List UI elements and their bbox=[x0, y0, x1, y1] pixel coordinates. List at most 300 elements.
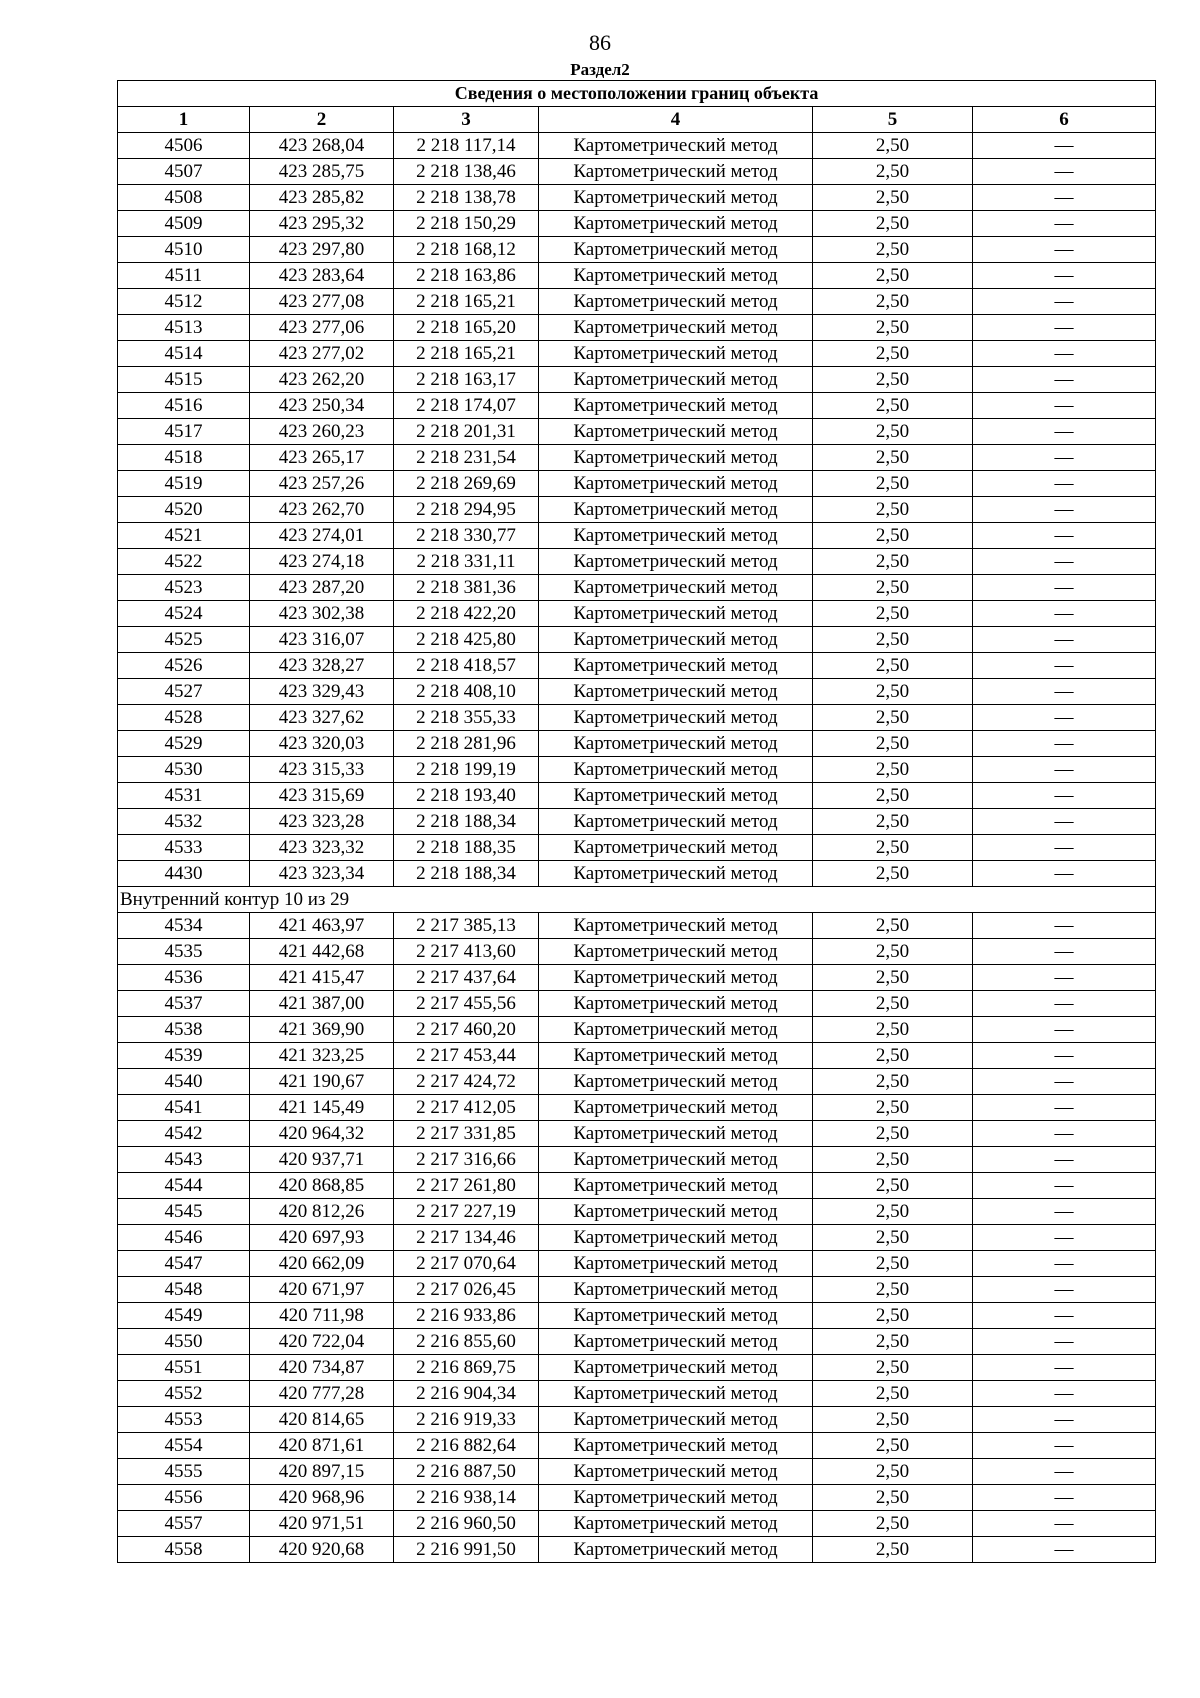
table-cell: 2 218 150,29 bbox=[394, 211, 539, 237]
table-row bbox=[118, 341, 1156, 367]
table-cell: 2 218 163,86 bbox=[394, 263, 539, 289]
table-cell: 2 216 882,64 bbox=[394, 1433, 539, 1459]
table-cell: 423 287,20 bbox=[250, 575, 394, 601]
table-cell: — bbox=[973, 1199, 1156, 1225]
table-cell: — bbox=[973, 731, 1156, 757]
table-cell: Картометрический метод bbox=[539, 211, 813, 237]
table-cell: Картометрический метод bbox=[539, 237, 813, 263]
table-cell: 2,50 bbox=[813, 1043, 973, 1069]
table-row bbox=[118, 1017, 1156, 1043]
table-cell: 2,50 bbox=[813, 1277, 973, 1303]
table-cell: 2,50 bbox=[813, 991, 973, 1017]
table-cell: 4552 bbox=[118, 1381, 250, 1407]
table-cell: 4507 bbox=[118, 159, 250, 185]
table-cell: 2 217 316,66 bbox=[394, 1147, 539, 1173]
table-cell: 2 216 960,50 bbox=[394, 1511, 539, 1537]
table-cell: — bbox=[973, 1043, 1156, 1069]
table-cell: Картометрический метод bbox=[539, 861, 813, 887]
table-row bbox=[118, 1355, 1156, 1381]
table-cell: 2,50 bbox=[813, 965, 973, 991]
table-row bbox=[118, 601, 1156, 627]
table-cell: Картометрический метод bbox=[539, 341, 813, 367]
table-cell: Картометрический метод bbox=[539, 445, 813, 471]
column-header: 6 bbox=[973, 107, 1156, 133]
table-cell: — bbox=[973, 861, 1156, 887]
table-row bbox=[118, 1095, 1156, 1121]
table-cell: 421 145,49 bbox=[250, 1095, 394, 1121]
table-cell: 423 295,32 bbox=[250, 211, 394, 237]
table-cell: 2 218 381,36 bbox=[394, 575, 539, 601]
table-cell: Картометрический метод bbox=[539, 601, 813, 627]
table-cell: Картометрический метод bbox=[539, 1329, 813, 1355]
table-cell: Картометрический метод bbox=[539, 393, 813, 419]
table-row bbox=[118, 1121, 1156, 1147]
table-cell: 2,50 bbox=[813, 1303, 973, 1329]
table-cell: — bbox=[973, 1277, 1156, 1303]
table-cell: 2,50 bbox=[813, 289, 973, 315]
table-cell: — bbox=[973, 1251, 1156, 1277]
table-cell: 423 315,33 bbox=[250, 757, 394, 783]
table-cell: 4534 bbox=[118, 913, 250, 939]
table-cell: Картометрический метод bbox=[539, 549, 813, 575]
table-cell: — bbox=[973, 1095, 1156, 1121]
table-cell: 421 369,90 bbox=[250, 1017, 394, 1043]
table-cell: Картометрический метод bbox=[539, 1303, 813, 1329]
table-cell: 2,50 bbox=[813, 1433, 973, 1459]
table-cell: 2 218 231,54 bbox=[394, 445, 539, 471]
table-row bbox=[118, 393, 1156, 419]
table-cell: 2 216 919,33 bbox=[394, 1407, 539, 1433]
table-cell: — bbox=[973, 341, 1156, 367]
table-cell: 2,50 bbox=[813, 367, 973, 393]
table-cell: 4540 bbox=[118, 1069, 250, 1095]
table-cell: 4514 bbox=[118, 341, 250, 367]
table-cell: 423 285,82 bbox=[250, 185, 394, 211]
table-cell: 420 697,93 bbox=[250, 1225, 394, 1251]
table-cell: 4530 bbox=[118, 757, 250, 783]
table-cell: 4509 bbox=[118, 211, 250, 237]
table-row bbox=[118, 1381, 1156, 1407]
table-cell: — bbox=[973, 1017, 1156, 1043]
table-cell: — bbox=[973, 393, 1156, 419]
column-header: 4 bbox=[539, 107, 813, 133]
table-cell: 4543 bbox=[118, 1147, 250, 1173]
table-cell: 423 277,08 bbox=[250, 289, 394, 315]
table-cell: 4557 bbox=[118, 1511, 250, 1537]
table-cell: Картометрический метод bbox=[539, 1043, 813, 1069]
table-cell: 423 260,23 bbox=[250, 419, 394, 445]
table-cell: 2,50 bbox=[813, 705, 973, 731]
table-cell: 423 315,69 bbox=[250, 783, 394, 809]
table-row bbox=[118, 419, 1156, 445]
table-cell: 4519 bbox=[118, 471, 250, 497]
table-cell: 2 216 887,50 bbox=[394, 1459, 539, 1485]
table-row bbox=[118, 315, 1156, 341]
table-cell: — bbox=[973, 1381, 1156, 1407]
table-title: Сведения о местоположении границ объекта bbox=[118, 81, 1156, 107]
table-row bbox=[118, 549, 1156, 575]
table-row bbox=[118, 1303, 1156, 1329]
table-cell: — bbox=[973, 1485, 1156, 1511]
table-cell: 420 722,04 bbox=[250, 1329, 394, 1355]
table-row bbox=[118, 237, 1156, 263]
table-cell: 2 218 165,21 bbox=[394, 341, 539, 367]
table-cell: 2 217 453,44 bbox=[394, 1043, 539, 1069]
table-cell: 2 218 269,69 bbox=[394, 471, 539, 497]
table-cell: 2,50 bbox=[813, 1095, 973, 1121]
table-cell: Картометрический метод bbox=[539, 705, 813, 731]
table-cell: Картометрический метод bbox=[539, 913, 813, 939]
table-row bbox=[118, 159, 1156, 185]
table-cell: Картометрический метод bbox=[539, 367, 813, 393]
contour-label: Внутренний контур 10 из 29 bbox=[118, 887, 1156, 913]
table-caption-row bbox=[118, 81, 1156, 107]
table-cell: 420 964,32 bbox=[250, 1121, 394, 1147]
table-cell: 4518 bbox=[118, 445, 250, 471]
table-cell: 2,50 bbox=[813, 679, 973, 705]
table-cell: Картометрический метод bbox=[539, 1225, 813, 1251]
table-cell: 4558 bbox=[118, 1537, 250, 1563]
table-cell: 4515 bbox=[118, 367, 250, 393]
table-cell: Картометрический метод bbox=[539, 965, 813, 991]
table-cell: 2 217 331,85 bbox=[394, 1121, 539, 1147]
table-cell: — bbox=[973, 1147, 1156, 1173]
table-cell: 423 329,43 bbox=[250, 679, 394, 705]
table-row bbox=[118, 471, 1156, 497]
table-row bbox=[118, 1433, 1156, 1459]
table-cell: 4538 bbox=[118, 1017, 250, 1043]
table-cell: 4527 bbox=[118, 679, 250, 705]
table-cell: 2 217 385,13 bbox=[394, 913, 539, 939]
table-cell: 2,50 bbox=[813, 939, 973, 965]
table-cell: 2 218 408,10 bbox=[394, 679, 539, 705]
table-cell: 2 218 193,40 bbox=[394, 783, 539, 809]
table-row bbox=[118, 939, 1156, 965]
table-cell: — bbox=[973, 1433, 1156, 1459]
table-cell: 2 218 138,78 bbox=[394, 185, 539, 211]
table-cell: 2 218 165,20 bbox=[394, 315, 539, 341]
table-cell: — bbox=[973, 445, 1156, 471]
table-cell: 2 218 188,34 bbox=[394, 861, 539, 887]
table-cell: 2 217 261,80 bbox=[394, 1173, 539, 1199]
table-row bbox=[118, 627, 1156, 653]
table-cell: 423 268,04 bbox=[250, 133, 394, 159]
table-cell: 2,50 bbox=[813, 653, 973, 679]
table-row bbox=[118, 1407, 1156, 1433]
table-cell: 421 387,00 bbox=[250, 991, 394, 1017]
table-cell: 423 302,38 bbox=[250, 601, 394, 627]
table-cell: Картометрический метод bbox=[539, 133, 813, 159]
table-row bbox=[118, 1225, 1156, 1251]
table-cell: — bbox=[973, 913, 1156, 939]
table-cell: Картометрический метод bbox=[539, 419, 813, 445]
table-row bbox=[118, 1277, 1156, 1303]
table-cell: Картометрический метод bbox=[539, 1433, 813, 1459]
table-cell: 2 218 331,11 bbox=[394, 549, 539, 575]
table-cell: — bbox=[973, 965, 1156, 991]
table-cell: 423 320,03 bbox=[250, 731, 394, 757]
table-row bbox=[118, 783, 1156, 809]
table-cell: 4506 bbox=[118, 133, 250, 159]
table-cell: Картометрический метод bbox=[539, 835, 813, 861]
table-cell: 421 190,67 bbox=[250, 1069, 394, 1095]
table-row bbox=[118, 185, 1156, 211]
table-cell: 4553 bbox=[118, 1407, 250, 1433]
table-cell: 4512 bbox=[118, 289, 250, 315]
table-row bbox=[118, 1485, 1156, 1511]
table-cell: 4533 bbox=[118, 835, 250, 861]
table-cell: — bbox=[973, 419, 1156, 445]
table-cell: 2 218 165,21 bbox=[394, 289, 539, 315]
table-cell: 2,50 bbox=[813, 783, 973, 809]
table-cell: — bbox=[973, 185, 1156, 211]
table-cell: 4548 bbox=[118, 1277, 250, 1303]
table-cell: 4547 bbox=[118, 1251, 250, 1277]
table-cell: Картометрический метод bbox=[539, 1355, 813, 1381]
table-cell: 4550 bbox=[118, 1329, 250, 1355]
table-cell: — bbox=[973, 653, 1156, 679]
table-cell: 4528 bbox=[118, 705, 250, 731]
table-cell: — bbox=[973, 757, 1156, 783]
table-cell: Картометрический метод bbox=[539, 471, 813, 497]
table-cell: 423 283,64 bbox=[250, 263, 394, 289]
table-cell: Картометрический метод bbox=[539, 731, 813, 757]
table-cell: 420 777,28 bbox=[250, 1381, 394, 1407]
table-cell: 423 277,02 bbox=[250, 341, 394, 367]
table-cell: 423 265,17 bbox=[250, 445, 394, 471]
table-cell: 2 218 188,34 bbox=[394, 809, 539, 835]
table-cell: 2,50 bbox=[813, 575, 973, 601]
table-row bbox=[118, 835, 1156, 861]
table-cell: 4510 bbox=[118, 237, 250, 263]
table-cell: — bbox=[973, 939, 1156, 965]
table-cell: 4542 bbox=[118, 1121, 250, 1147]
table-cell: 423 328,27 bbox=[250, 653, 394, 679]
table-cell: 2,50 bbox=[813, 835, 973, 861]
table-cell: 4551 bbox=[118, 1355, 250, 1381]
table-cell: 2 217 134,46 bbox=[394, 1225, 539, 1251]
table-cell: Картометрический метод bbox=[539, 1069, 813, 1095]
table-cell: 2 217 227,19 bbox=[394, 1199, 539, 1225]
table-cell: 2,50 bbox=[813, 1017, 973, 1043]
table-cell: 2 218 117,14 bbox=[394, 133, 539, 159]
table-cell: Картометрический метод bbox=[539, 1485, 813, 1511]
table-cell: 4545 bbox=[118, 1199, 250, 1225]
table-cell: 2,50 bbox=[813, 601, 973, 627]
table-cell: — bbox=[973, 1329, 1156, 1355]
table-cell: 2 217 437,64 bbox=[394, 965, 539, 991]
table-cell: 4549 bbox=[118, 1303, 250, 1329]
table-cell: 2,50 bbox=[813, 1069, 973, 1095]
column-header: 2 bbox=[250, 107, 394, 133]
table-cell: — bbox=[973, 991, 1156, 1017]
table-cell: 2 216 991,50 bbox=[394, 1537, 539, 1563]
table-cell: 2 218 281,96 bbox=[394, 731, 539, 757]
table-cell: 2,50 bbox=[813, 341, 973, 367]
table-cell: 2,50 bbox=[813, 757, 973, 783]
table-cell: Картометрический метод bbox=[539, 679, 813, 705]
table-cell: Картометрический метод bbox=[539, 1277, 813, 1303]
table-cell: 420 971,51 bbox=[250, 1511, 394, 1537]
table-cell: — bbox=[973, 1303, 1156, 1329]
table-cell: — bbox=[973, 835, 1156, 861]
table-cell: 4511 bbox=[118, 263, 250, 289]
table-cell: — bbox=[973, 1459, 1156, 1485]
table-row bbox=[118, 1147, 1156, 1173]
table-cell: 420 671,97 bbox=[250, 1277, 394, 1303]
table-cell: 2 216 869,75 bbox=[394, 1355, 539, 1381]
table-cell: 4535 bbox=[118, 939, 250, 965]
table-cell: 2 218 418,57 bbox=[394, 653, 539, 679]
table-cell: — bbox=[973, 627, 1156, 653]
table-cell: Картометрический метод bbox=[539, 1459, 813, 1485]
table-cell: 4523 bbox=[118, 575, 250, 601]
coordinates-table bbox=[117, 80, 1156, 1563]
table-cell: — bbox=[973, 549, 1156, 575]
column-header-row bbox=[118, 107, 1156, 133]
table-cell: 2 217 460,20 bbox=[394, 1017, 539, 1043]
table-cell: 2 218 425,80 bbox=[394, 627, 539, 653]
table-cell: Картометрический метод bbox=[539, 1147, 813, 1173]
table-cell: 4522 bbox=[118, 549, 250, 575]
table-cell: 2,50 bbox=[813, 1511, 973, 1537]
table-cell: Картометрический метод bbox=[539, 757, 813, 783]
table-cell: 420 814,65 bbox=[250, 1407, 394, 1433]
table-cell: 2 216 904,34 bbox=[394, 1381, 539, 1407]
table-cell: 420 897,15 bbox=[250, 1459, 394, 1485]
table-row bbox=[118, 1511, 1156, 1537]
table-cell: — bbox=[973, 1121, 1156, 1147]
table-cell: 2 218 199,19 bbox=[394, 757, 539, 783]
table-cell: 4536 bbox=[118, 965, 250, 991]
table-cell: 2,50 bbox=[813, 1121, 973, 1147]
table-cell: — bbox=[973, 1407, 1156, 1433]
table-cell: 2,50 bbox=[813, 1407, 973, 1433]
table-cell: — bbox=[973, 1173, 1156, 1199]
table-cell: 2,50 bbox=[813, 315, 973, 341]
table-cell: 2 218 422,20 bbox=[394, 601, 539, 627]
table-cell: — bbox=[973, 1355, 1156, 1381]
table-cell: 2,50 bbox=[813, 471, 973, 497]
table-cell: 4541 bbox=[118, 1095, 250, 1121]
table-cell: — bbox=[973, 367, 1156, 393]
table-cell: Картометрический метод bbox=[539, 991, 813, 1017]
table-cell: 2 218 138,46 bbox=[394, 159, 539, 185]
table-row bbox=[118, 575, 1156, 601]
table-cell: 2,50 bbox=[813, 1381, 973, 1407]
table-cell: 2,50 bbox=[813, 1459, 973, 1485]
table-cell: Картометрический метод bbox=[539, 289, 813, 315]
table-cell: 423 323,28 bbox=[250, 809, 394, 835]
table-cell: 4554 bbox=[118, 1433, 250, 1459]
table-cell: 2,50 bbox=[813, 627, 973, 653]
table-cell: 2,50 bbox=[813, 1173, 973, 1199]
column-header: 5 bbox=[813, 107, 973, 133]
table-cell: Картометрический метод bbox=[539, 783, 813, 809]
table-cell: 4546 bbox=[118, 1225, 250, 1251]
table-cell: 2,50 bbox=[813, 1485, 973, 1511]
table-cell: 2 217 455,56 bbox=[394, 991, 539, 1017]
table-cell: 423 262,70 bbox=[250, 497, 394, 523]
table-cell: 420 711,98 bbox=[250, 1303, 394, 1329]
table-row bbox=[118, 731, 1156, 757]
table-cell: 4556 bbox=[118, 1485, 250, 1511]
table-cell: 423 274,18 bbox=[250, 549, 394, 575]
table-row bbox=[118, 497, 1156, 523]
table-row bbox=[118, 913, 1156, 939]
table-cell: 2,50 bbox=[813, 523, 973, 549]
table-cell: 420 920,68 bbox=[250, 1537, 394, 1563]
table-cell: 2,50 bbox=[813, 549, 973, 575]
table-cell: Картометрический метод bbox=[539, 159, 813, 185]
table-cell: 2 216 855,60 bbox=[394, 1329, 539, 1355]
table-cell: — bbox=[973, 237, 1156, 263]
table-cell: 4524 bbox=[118, 601, 250, 627]
table-cell: 2,50 bbox=[813, 133, 973, 159]
table-cell: 423 323,32 bbox=[250, 835, 394, 861]
table-cell: 4544 bbox=[118, 1173, 250, 1199]
table-cell: 420 662,09 bbox=[250, 1251, 394, 1277]
table-cell: 2 216 938,14 bbox=[394, 1485, 539, 1511]
table-row bbox=[118, 445, 1156, 471]
table-cell: 4526 bbox=[118, 653, 250, 679]
table-cell: 4537 bbox=[118, 991, 250, 1017]
table-row bbox=[118, 1173, 1156, 1199]
table-cell: 421 463,97 bbox=[250, 913, 394, 939]
table-cell: 4430 bbox=[118, 861, 250, 887]
table-cell: 2 217 412,05 bbox=[394, 1095, 539, 1121]
table-cell: Картометрический метод bbox=[539, 809, 813, 835]
table-cell: 4529 bbox=[118, 731, 250, 757]
table-cell: 2 218 330,77 bbox=[394, 523, 539, 549]
table-cell: — bbox=[973, 211, 1156, 237]
contour-section bbox=[118, 887, 1156, 913]
table-cell: 2,50 bbox=[813, 1329, 973, 1355]
table-cell: 2,50 bbox=[813, 1147, 973, 1173]
table-row bbox=[118, 861, 1156, 887]
rows-section-1 bbox=[118, 133, 1156, 887]
table-cell: 2,50 bbox=[813, 185, 973, 211]
table-cell: 2,50 bbox=[813, 861, 973, 887]
table-row bbox=[118, 211, 1156, 237]
table-cell: Картометрический метод bbox=[539, 497, 813, 523]
table-cell: Картометрический метод bbox=[539, 1095, 813, 1121]
table-cell: 2 218 355,33 bbox=[394, 705, 539, 731]
table-cell: Картометрический метод bbox=[539, 627, 813, 653]
table-cell: — bbox=[973, 1225, 1156, 1251]
table-cell: Картометрический метод bbox=[539, 575, 813, 601]
table-cell: Картометрический метод bbox=[539, 1381, 813, 1407]
table-cell: 2 218 294,95 bbox=[394, 497, 539, 523]
table-cell: — bbox=[973, 1537, 1156, 1563]
table-cell: — bbox=[973, 471, 1156, 497]
table-cell: 2,50 bbox=[813, 497, 973, 523]
table-cell: 2,50 bbox=[813, 1251, 973, 1277]
table-row bbox=[118, 1459, 1156, 1485]
table-cell: 2,50 bbox=[813, 1355, 973, 1381]
section-title: Раздел2 bbox=[570, 60, 630, 79]
table-row bbox=[118, 263, 1156, 289]
table-row bbox=[118, 289, 1156, 315]
table-cell: 2,50 bbox=[813, 913, 973, 939]
table-cell: — bbox=[973, 575, 1156, 601]
column-header: 1 bbox=[118, 107, 250, 133]
table-cell: 2,50 bbox=[813, 445, 973, 471]
table-cell: 2,50 bbox=[813, 393, 973, 419]
table-cell: 421 415,47 bbox=[250, 965, 394, 991]
table-cell: Картометрический метод bbox=[539, 1511, 813, 1537]
table-cell: 2,50 bbox=[813, 809, 973, 835]
